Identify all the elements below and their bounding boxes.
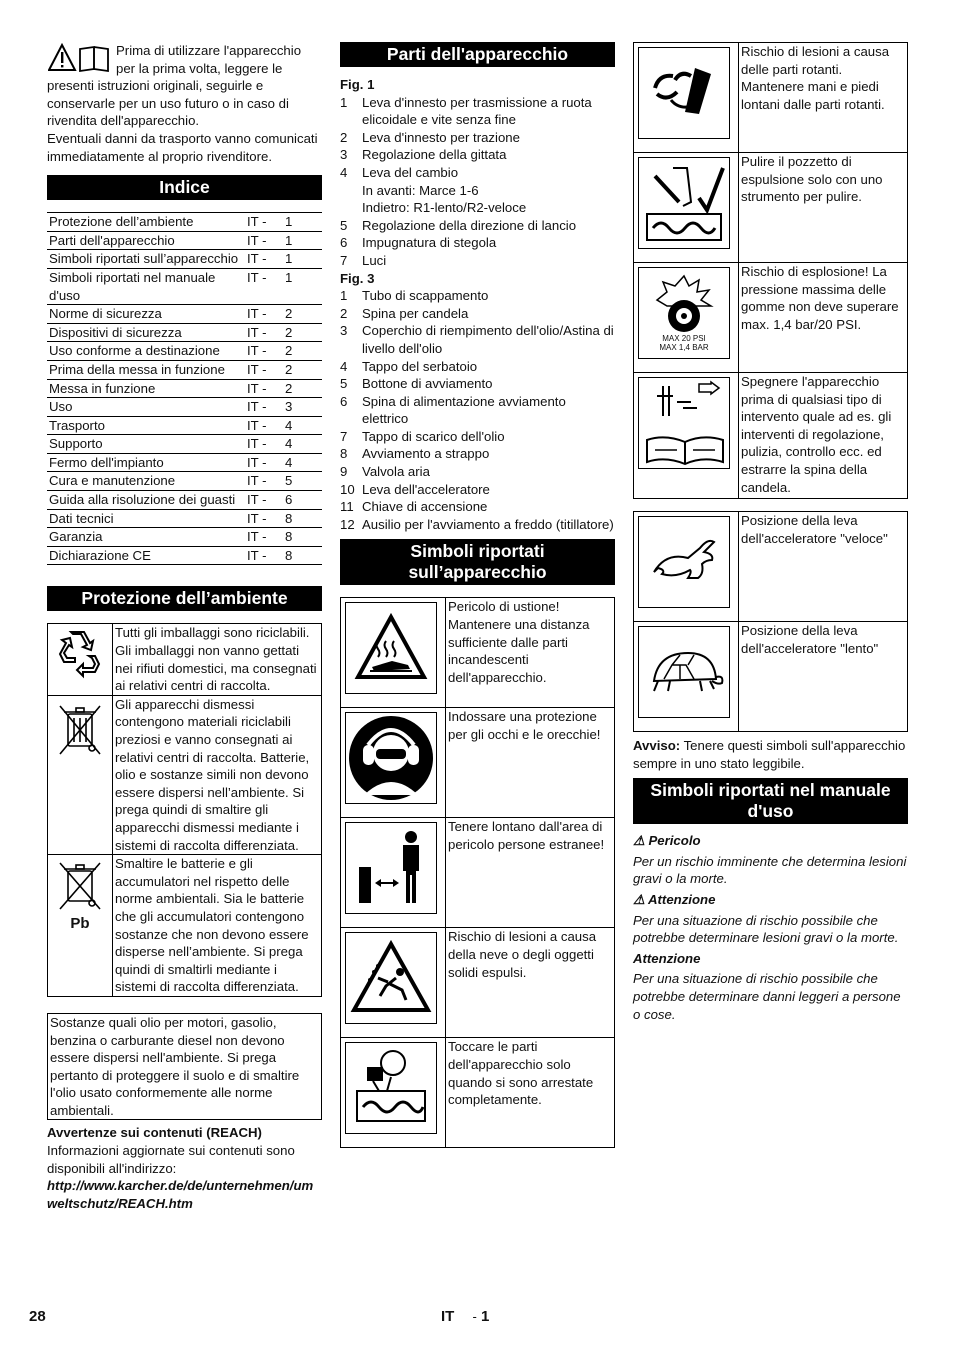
symbol-row <box>634 373 908 499</box>
index-entry-chapter: IT - <box>245 435 283 454</box>
env-row <box>48 695 322 854</box>
index-title: Indice <box>47 175 322 200</box>
list-item-number: 11 <box>340 499 354 515</box>
warning-triangle-icon: ⚠ <box>633 891 645 907</box>
list-item-number: 7 <box>340 252 348 268</box>
symbol-text: Rischio di esplosione! La pressione massima delle gomme non deve superare max. 1,4 bar/20 PSI. <box>739 263 908 373</box>
symbol-row <box>341 928 615 1038</box>
index-row[interactable] <box>47 268 322 304</box>
warning-manual-icon <box>48 43 112 73</box>
index-entry-title: Dati tecnici <box>47 509 245 528</box>
index-row[interactable] <box>47 250 322 269</box>
symbol-row <box>634 512 908 622</box>
symbols-table <box>340 597 615 1148</box>
list-item-text: Spina per candela <box>362 305 469 321</box>
footer-sep: - <box>472 1309 477 1324</box>
list-item-number: 4 <box>340 358 348 374</box>
tire-explosion-icon <box>649 274 719 334</box>
list-item-text: Regolazione della gittata <box>362 147 507 163</box>
index-entry-chapter: IT - <box>245 323 283 342</box>
list-item-number: 2 <box>340 305 348 321</box>
env-text-2: Gli apparecchi dismessi contengono materiali riciclabili preziosi e vanno consegnati ai relativi centri di raccolta. Batterie, olio e sostanze simili non devono essere dispersi nell’ambiente. Si prega quindi di smaltire gli apparecchi dismessi mediante i sistemi di raccolta differenziata. <box>113 695 322 854</box>
warning-text: Per una situazione di rischio possibile che potrebbe determinare lesioni gravi o la morte. <box>633 912 899 946</box>
column-right <box>633 42 908 1023</box>
index-entry-title: Messa in funzione <box>47 379 245 398</box>
list-item-number: 5 <box>340 376 348 392</box>
symbols-title: Simboli riportati sull’apparecchio <box>340 539 615 585</box>
index-entry-chapter: IT - <box>245 360 283 379</box>
index-entry-chapter: IT - <box>245 213 283 232</box>
index-entry-title: Prima della messa in funzione <box>47 360 245 379</box>
pb-label: Pb <box>70 914 90 932</box>
danger-text: Per un rischio imminente che determina lesioni gravi o la morte. <box>633 853 907 887</box>
list-item-number: 12 <box>340 516 355 532</box>
list-item-text: Bottone di avviamento <box>362 376 493 392</box>
parts-list-fig3 <box>340 287 615 533</box>
list-item-number: 3 <box>340 323 348 339</box>
reach-title: Avvertenze sui contenuti (REACH) <box>47 1125 262 1141</box>
list-item-text: Tappo di scarico dell'olio <box>362 428 505 444</box>
rotating-parts-touch-icon <box>351 1047 431 1129</box>
index-entry-title: Fermo dell'impianto <box>47 453 245 472</box>
thrown-objects-icon <box>350 938 432 1018</box>
list-item <box>340 234 615 252</box>
symbol-text: Spegnere l'apparecchio prima di qualsiasi tipo di intervento quale ad es. gli interventi di regolazione, pulizia, controllo ecc. ed estrarre la spina della candela. <box>739 373 908 499</box>
list-item-text: Luci <box>362 252 387 268</box>
fig1-label: Fig. 1 <box>340 77 375 92</box>
index-entry-page: 1 <box>283 231 322 250</box>
index-entry-title: Trasporto <box>47 416 245 435</box>
list-item-number: 10 <box>340 481 355 497</box>
index-entry-title: Protezione dell’ambiente <box>47 213 245 232</box>
symbol-row <box>634 263 908 373</box>
index-entry-chapter: IT - <box>245 546 283 565</box>
index-entry-page: 8 <box>283 509 322 528</box>
index-entry-title: Supporto <box>47 435 245 454</box>
index-entry-title: Uso <box>47 398 245 417</box>
index-entry-page: 4 <box>283 453 322 472</box>
index-entry-chapter: IT - <box>245 305 283 324</box>
clean-chute-tool-icon <box>643 162 725 244</box>
list-item-number <box>340 199 362 217</box>
list-item-text: Indietro: R1-lento/R2-veloce <box>362 200 527 216</box>
symbol-text: Pulire il pozzetto di espulsione solo con uno strumento per pulire. <box>739 153 908 263</box>
index-entry-title: Uso conforme a destinazione <box>47 342 245 361</box>
list-item-text: In avanti: Marce 1-6 <box>362 182 479 198</box>
symbols-table-right <box>633 42 908 499</box>
index-entry-chapter: IT - <box>245 509 283 528</box>
list-item <box>340 252 615 270</box>
column-left <box>47 42 322 1212</box>
env-row <box>48 624 322 695</box>
list-item-text: Leva d'innesto per trasmissione a ruota elicoidale e vite senza fine <box>362 94 592 128</box>
footer-lang-code: IT <box>441 1308 455 1325</box>
caution-label: Attenzione <box>633 950 701 966</box>
index-entry-page: 1 <box>283 250 322 269</box>
page-number: 28 <box>29 1308 46 1325</box>
list-item-text: Tappo del serbatoio <box>362 358 478 374</box>
env-text-1: Tutti gli imballaggi sono riciclabili. Gli imballaggi non vanno gettati nei rifiuti domestici, ma consegnati ai relativi centri di raccolta. <box>113 624 322 695</box>
list-item <box>340 428 615 446</box>
index-row[interactable] <box>47 491 322 510</box>
footer-num: 1 <box>481 1308 490 1325</box>
list-item-text: Coperchio di riempimento dell'olio/Astina di livello dell'olio <box>362 323 614 356</box>
symbol-text: Pericolo di ustione! Mantenere una distanza sufficiente dalle parti incandescenti dell'apparecchio. <box>446 598 615 708</box>
symbol-text: Rischio di lesioni a causa delle parti rotanti. Mantenere mani e piedi lontani dalle parti rotanti. <box>739 43 908 153</box>
list-item-text: Impugnatura di stegola <box>362 235 497 251</box>
list-item-number: 5 <box>340 217 348 233</box>
manual-title: Simboli riportati nel manuale d'uso <box>633 778 908 824</box>
list-item-number: 8 <box>340 446 348 462</box>
list-item-number: 6 <box>340 393 348 409</box>
symbol-row <box>634 43 908 153</box>
index-row[interactable] <box>47 342 322 361</box>
index-row[interactable] <box>47 398 322 417</box>
recycle-icon <box>53 628 107 680</box>
notice-text: Tenere questi simboli sull'apparecchio sempre in uno stato leggibile. <box>633 738 906 771</box>
oil-note: Sostanze quali olio per motori, gasolio, benzina o carburante diesel non devono essere dispersi nell'ambiente. Si prega pertanto di proteggere il suolo e di smaltire l'olio usato conformemente alle norme ambientali. <box>48 1013 322 1120</box>
index-entry-title: Simboli riportati sull’apparecchio <box>47 250 245 269</box>
list-item-number: 4 <box>340 164 348 180</box>
hare-icon <box>646 532 722 592</box>
symbol-row <box>341 818 615 928</box>
symbol-row <box>341 598 615 708</box>
index-entry-page: 5 <box>283 472 322 491</box>
index-entry-title: Guida alla risoluzione dei guasti <box>47 491 245 510</box>
index-entry-title: Dichiarazione CE <box>47 546 245 565</box>
list-item <box>340 146 615 164</box>
list-item <box>340 463 615 481</box>
parts-list-fig1 <box>340 94 615 270</box>
danger-heading <box>633 832 908 850</box>
index-row[interactable] <box>47 546 322 565</box>
index-entry-page: 2 <box>283 323 322 342</box>
list-item-text: Avviamento a strappo <box>362 446 490 462</box>
notice-label: Avviso: <box>633 738 681 753</box>
list-item-text: Leva d'innesto per trazione <box>362 129 520 145</box>
reach-text: Informazioni aggiornate sui contenuti sono disponibili all'indirizzo: <box>47 1143 295 1176</box>
list-item-text: Ausilio per l'avviamento a freddo (titillatore) <box>362 516 614 532</box>
list-item-number: 9 <box>340 464 348 480</box>
env-title: Protezione dell’ambiente <box>47 586 322 611</box>
index-entry-title: Cura e manutenzione <box>47 472 245 491</box>
tortoise-icon <box>644 647 724 697</box>
footer-lang <box>441 1308 489 1326</box>
tire-label-bar: MAX 1,4 BAR <box>659 343 709 352</box>
oil-note-box <box>47 1013 322 1121</box>
list-item <box>340 199 615 217</box>
index-entry-chapter: IT - <box>245 528 283 547</box>
index-entry-chapter: IT - <box>245 416 283 435</box>
index-row[interactable] <box>47 435 322 454</box>
index-entry-chapter: IT - <box>245 398 283 417</box>
list-item-number: 6 <box>340 235 348 251</box>
index-entry-page: 2 <box>283 305 322 324</box>
index-row[interactable] <box>47 528 322 547</box>
unplug-manual-icon <box>643 380 725 466</box>
warning-label: Attenzione <box>648 891 716 907</box>
notice <box>633 737 908 772</box>
symbol-row <box>341 1038 615 1148</box>
index-entry-page: 1 <box>283 268 322 304</box>
index-entry-page: 8 <box>283 546 322 565</box>
index-entry-chapter: IT - <box>245 231 283 250</box>
caution-text: Per una situazione di rischio possibile che potrebbe determinare danni leggeri a persone o cose. <box>633 971 901 1022</box>
symbol-text: Indossare una protezione per gli occhi e le orecchie! <box>446 708 615 818</box>
index-entry-title: Parti dell'apparecchio <box>47 231 245 250</box>
env-row <box>48 855 322 997</box>
list-item-text: Chiave di accensione <box>362 499 488 515</box>
index-row[interactable] <box>47 453 322 472</box>
index-row[interactable] <box>47 213 322 232</box>
symbol-row <box>634 622 908 732</box>
parts-title: Parti dell'apparecchio <box>340 42 615 67</box>
index-entry-chapter: IT - <box>245 250 283 269</box>
index-table <box>47 212 322 565</box>
index-entry-chapter: IT - <box>245 342 283 361</box>
symbol-text: Toccare le parti dell'apparecchio solo quando si sono arrestate completamente. <box>446 1038 615 1148</box>
symbol-text: Tenere lontano dall'area di pericolo persone estranee! <box>446 818 615 928</box>
list-item <box>340 516 615 534</box>
index-entry-page: 2 <box>283 342 322 361</box>
index-entry-page: 6 <box>283 491 322 510</box>
fig3-label: Fig. 3 <box>340 270 375 286</box>
index-entry-title: Norme di sicurezza <box>47 305 245 324</box>
symbol-text: Posizione della leva dell'acceleratore "lento" <box>739 622 908 732</box>
index-entry-page: 2 <box>283 360 322 379</box>
index-entry-chapter: IT - <box>245 379 283 398</box>
crossed-bin-pb-icon <box>56 859 104 911</box>
list-item <box>340 217 615 235</box>
list-item-number: 1 <box>340 288 348 304</box>
index-row[interactable] <box>47 323 322 342</box>
column-middle <box>340 42 615 1148</box>
keep-distance-icon <box>351 827 431 909</box>
list-item <box>340 287 615 305</box>
index-entry-page: 4 <box>283 435 322 454</box>
index-entry-title: Simboli riportati nel manuale d'uso <box>47 268 245 304</box>
symbol-text: Rischio di lesioni a causa della neve o degli oggetti solidi espulsi. <box>446 928 615 1038</box>
rotating-parts-hand-icon <box>645 54 723 132</box>
list-item-number <box>340 182 362 200</box>
list-item-number: 3 <box>340 147 348 163</box>
index-entry-title: Garanzia <box>47 528 245 547</box>
index-row[interactable] <box>47 416 322 435</box>
list-item-text: Leva del cambio <box>362 164 459 180</box>
index-entry-page: 1 <box>283 213 322 232</box>
index-entry-page: 8 <box>283 528 322 547</box>
intro-text: Prima di utilizzare l'apparecchio per la prima volta, leggere le presenti istruzioni originali, seguirle e conservarle per un uso futuro o in caso di rivendita dell'apparecchio. <box>47 43 302 129</box>
index-entry-page: 4 <box>283 416 322 435</box>
index-row[interactable] <box>47 305 322 324</box>
index-row[interactable] <box>47 231 322 250</box>
list-item <box>340 375 615 393</box>
list-item-number: 2 <box>340 129 348 145</box>
list-item-number: 7 <box>340 428 348 444</box>
list-item <box>340 322 615 357</box>
warning-heading <box>633 891 908 909</box>
list-item <box>340 358 615 376</box>
eye-ear-protection-icon <box>348 715 434 801</box>
intro-block <box>47 42 322 165</box>
symbol-row <box>341 708 615 818</box>
index-row[interactable] <box>47 379 322 398</box>
env-text-3: Smaltire le batterie e gli accumulatori nel rispetto delle norme ambientali. Sia le batterie che gli accumulatori contengono sostanze che non devono essere disperse nell’ambiente. Si prega quindi di smaltirli mediante i sistemi di raccolta differenziata. <box>113 855 322 997</box>
intro-damage: Eventuali danni da trasporto vanno comunicati immediatamente al proprio rivenditore. <box>47 130 318 164</box>
list-item <box>340 445 615 463</box>
warning-triangle-icon: ⚠ <box>633 833 645 849</box>
danger-label: Pericolo <box>648 833 701 849</box>
index-row[interactable] <box>47 360 322 379</box>
throttle-table <box>633 511 908 732</box>
list-item-text: Regolazione della direzione di lancio <box>362 217 577 233</box>
index-entry-chapter: IT - <box>245 472 283 491</box>
list-item-text: Spina di alimentazione avviamento elettrico <box>362 393 566 427</box>
list-item <box>340 94 615 129</box>
index-entry-chapter: IT - <box>245 268 283 304</box>
list-item <box>340 498 615 516</box>
reach-link[interactable]: http://www.karcher.de/de/unternehmen/umweltschutz/REACH.htm <box>47 1178 314 1211</box>
list-item <box>340 305 615 323</box>
index-row[interactable] <box>47 472 322 491</box>
list-item <box>340 182 615 200</box>
list-item <box>340 393 615 428</box>
index-entry-page: 2 <box>283 379 322 398</box>
list-item <box>340 129 615 147</box>
list-item-text: Tubo di scappamento <box>362 288 489 304</box>
list-item-text: Valvola aria <box>362 464 430 480</box>
index-entry-chapter: IT - <box>245 491 283 510</box>
index-entry-title: Dispositivi di sicurezza <box>47 323 245 342</box>
index-entry-chapter: IT - <box>245 453 283 472</box>
list-item-text: Leva dell'acceleratore <box>362 481 490 497</box>
tire-label-psi: MAX 20 PSI <box>662 334 706 343</box>
index-entry-page: 3 <box>283 398 322 417</box>
list-item-number: 1 <box>340 94 348 110</box>
env-table <box>47 623 322 996</box>
list-item <box>340 481 615 499</box>
crossed-bin-icon <box>56 700 104 758</box>
index-row[interactable] <box>47 509 322 528</box>
symbol-text: Posizione della leva dell'acceleratore "veloce" <box>739 512 908 622</box>
list-item <box>340 164 615 182</box>
symbol-row <box>634 153 908 263</box>
hot-surface-icon <box>352 609 430 687</box>
